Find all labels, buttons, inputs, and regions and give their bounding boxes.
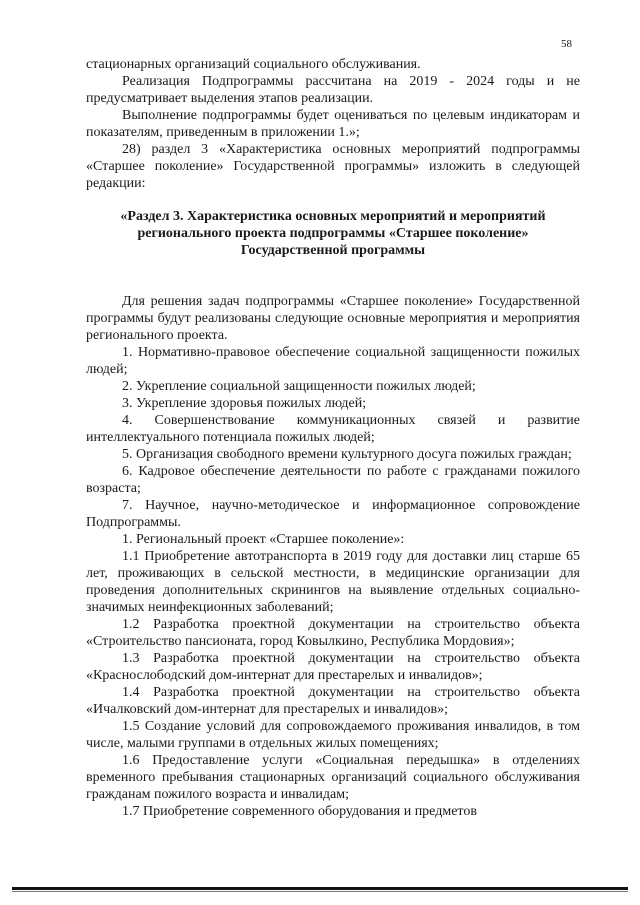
- intro-paragraph-4: 28) раздел 3 «Характеристика основных мероприятий подпрограммы «Старшее поколение» Государственной программы» изложить в следующей редакции:: [86, 142, 580, 191]
- list-item-1-1: 1.1 Приобретение автотранспорта в 2019 году для доставки лиц старше 65 лет, проживающих в сельской местности, в медицинские организации для проведения дополнительных скринингов на выявление отдельных социально-значимых неинфекционных заболеваний;: [86, 549, 580, 615]
- list-item-3: 3. Укрепление здоровья пожилых людей;: [122, 396, 367, 411]
- intro-paragraph-2: Реализация Подпрограммы рассчитана на 2019 - 2024 годы и не предусматривает выделения этапов реализации.: [86, 74, 580, 106]
- list-item-1-6: 1.6 Предоставление услуги «Социальная передышка» в отделениях временного пребывания стационарных организаций социального обслуживания гражданам пожилого возраста и инвалидам;: [86, 753, 580, 802]
- regional-project-heading: 1. Региональный проект «Старшее поколение»:: [122, 532, 405, 547]
- list-item-1-7: 1.7 Приобретение современного оборудования и предметов: [122, 804, 477, 819]
- list-item-2: 2. Укрепление социальной защищенности пожилых людей;: [122, 379, 476, 394]
- document-body: [86, 56, 580, 820]
- intro-paragraph-1: стационарных организаций социального обслуживания.: [86, 57, 421, 72]
- intro-paragraph-3: Выполнение подпрограммы будет оцениваться по целевым индикаторам и показателям, приведенным в приложении 1.»;: [86, 108, 580, 140]
- spacer: [86, 259, 580, 293]
- list-item-1: 1. Нормативно-правовое обеспечение социальной защищенности пожилых людей;: [86, 345, 580, 377]
- page-number: 58: [561, 38, 572, 50]
- list-item-1-3: 1.3 Разработка проектной документации на строительство объекта «Краснослободский дом-интернат для престарелых и инвалидов»;: [86, 651, 580, 683]
- list-item-4: 4. Совершенствование коммуникационных связей и развитие интеллектуального потенциала пожилых людей;: [86, 413, 580, 445]
- list-item-6: 6. Кадровое обеспечение деятельности по работе с гражданами пожилого возраста;: [86, 464, 580, 496]
- list-item-1-4: 1.4 Разработка проектной документации на строительство объекта «Ичалковский дом-интернат для престарелых и инвалидов»;: [86, 685, 580, 717]
- list-item-1-2: 1.2 Разработка проектной документации на строительство объекта «Строительство пансионата, город Ковылкино, Республика Мордовия»;: [86, 617, 580, 649]
- body-paragraph-1: Для решения задач подпрограммы «Старшее поколение» Государственной программы будут реализованы следующие основные мероприятия и мероприятия регионального проекта.: [86, 294, 580, 343]
- section-heading: «Раздел 3. Характеристика основных мероприятий и мероприятий регионального проекта подпрограммы «Старшее поколение» Государственной программы: [120, 209, 546, 258]
- list-item-7: 7. Научное, научно-методическое и информационное сопровождение Подпрограммы.: [86, 498, 580, 530]
- list-item-5: 5. Организация свободного времени культурного досуга пожилых граждан;: [122, 447, 572, 462]
- scan-bottom-edge-shadow: [12, 891, 628, 892]
- list-item-1-5: 1.5 Создание условий для сопровождаемого проживания инвалидов, в том числе, малыми группами в отдельных жилых помещениях;: [86, 719, 580, 751]
- scan-bottom-edge: [12, 887, 628, 890]
